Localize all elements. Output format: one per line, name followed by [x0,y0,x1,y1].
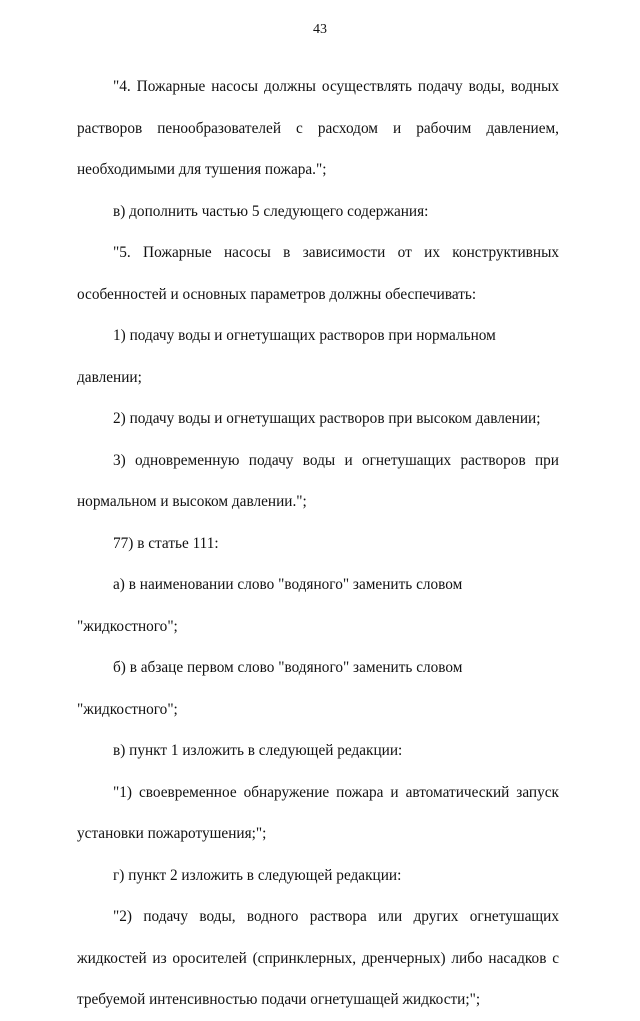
paragraph-item-g: г) пункт 2 изложить в следующей редакции: [113,866,402,884]
document-body [77,66,559,1021]
paragraph-item-v-add-part-5: в) дополнить частью 5 следующего содержания: [113,202,429,220]
paragraph-part-5: "5. Пожарные насосы в зависимости от их конструктивных особенностей и основных параметров должны обеспечивать: [77,244,559,303]
paragraph-part-4: "4. Пожарные насосы должны осуществлять подачу воды, водных растворов пенообразователей с расходом и рабочим давлением, необходимыми для тушения пожара."; [77,78,559,178]
paragraph-item-a: а) в наименовании слово "водяного" заменить словом "жидкостного"; [77,576,463,635]
paragraph-item-v: в) пункт 1 изложить в следующей редакции: [113,742,403,759]
paragraph-item-b: б) в абзаце первом слово "водяного" заменить словом "жидкостного"; [77,659,463,718]
paragraph-point-3: 3) одновременную подачу воды и огнетушащих растворов при нормальном и высоком давлении."; [77,451,559,510]
paragraph-point-2: 2) подачу воды и огнетушащих растворов при высоком давлении; [113,410,541,427]
paragraph-new-point-2: "2) подачу воды, водного раствора или других огнетушащих жидкостей из оросителей (спринклерных, дренчерных) либо насадков с требуемой интенсивностью подачи огнетушащей жидкости;"; [77,908,559,1008]
paragraph-item-77: 77) в статье 111: [113,534,219,552]
paragraph-new-point-1: "1) своевременное обнаружение пожара и автоматический запуск установки пожаротушения;"; [77,783,559,842]
page-number: 43 [313,22,327,37]
paragraph-point-1: 1) подачу воды и огнетушащих растворов при нормальном давлении; [77,327,496,386]
